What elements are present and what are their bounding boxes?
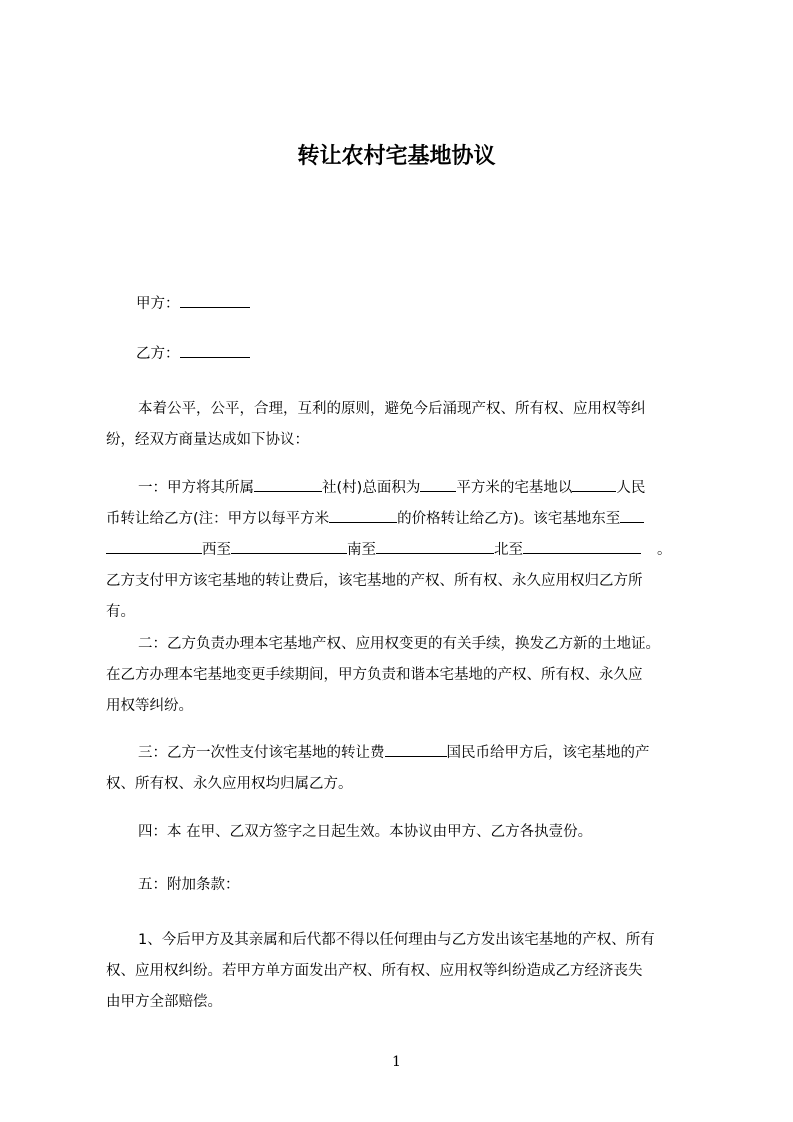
blank-west [231,537,347,554]
clause-1-period: 。 [657,542,672,558]
clause-1-west-label: 西至 [202,542,231,558]
blank-east-start [620,506,644,523]
clause-1-south-label: 南至 [347,542,376,558]
clause-1-text-f: 的价格转让给乙方)。该宅基地东至 [397,511,621,527]
clause-2-line-3: 用权等纠纷。 [106,698,193,714]
clause-4-text: 四：本 在甲、乙双方签字之日起生效。本协议由甲方、乙方各执壹份。 [138,824,593,840]
party-a-line [106,289,706,320]
clause-3-line-1 [106,738,706,769]
blank-east [106,537,202,554]
clause-5-text: 五：附加条款： [138,877,240,893]
intro-line-1: 本着公平，公平，合理，互利的原则，避免今后涌现产权、所有权、应用权等纠 [138,401,646,417]
blank-north [523,537,641,554]
document-title: 转让农村宅基地协议 [297,144,496,169]
clause-3-text-b: 国民币给甲方后，该宅基地的产 [446,745,650,761]
clause-3-line-2: 权、所有权、永久应用权均归属乙方。 [106,776,353,792]
clause-1-line-1 [106,473,706,504]
clause-1-text-a: 一：甲方将其所属 [138,480,254,496]
clause-4 [106,817,706,848]
clause-1-line-4: 乙方支付甲方该宅基地的转让费后，该宅基地的产权、所有权、永久应用权归乙方所 [106,573,643,589]
party-b-label: 乙方： [136,346,180,362]
clause-2-line-1: 二：乙方负责办理本宅基地产权、应用权变更的有关手续，换发乙方新的土地证。 [138,636,660,652]
additional-1-line-1: 1、今后甲方及其亲属和后代都不得以任何理由与乙方发出该宅基地的产权、所有 [138,932,655,948]
blank-south [376,537,494,554]
party-a-label: 甲方： [136,296,180,312]
clause-1-text-c: 平方米的宅基地以 [456,480,573,496]
clause-1-line-2 [106,504,706,535]
additional-1-line-2: 权、应用权纠纷。若甲方单方面发出产权、所有权、应用权等纠纷造成乙方经济丧失 [106,963,643,979]
additional-clause-1 [106,925,706,1018]
blank-price-per-sqm [329,506,397,523]
clause-1-line-5: 有。 [106,604,135,620]
intro-line-2: 纷，经双方商量达成如下协议： [106,432,309,448]
party-b-line [106,339,706,370]
clause-1-north-label: 北至 [494,542,523,558]
clause-1-text-d: 人民 [616,480,646,496]
clause-3-text-a: 三：乙方一次性支付该宅基地的转让费 [138,745,385,761]
clause-1-line-3 [106,535,706,566]
page-number: 1 [392,1054,401,1070]
blank-area [420,475,456,492]
clause-1-text-e: 币转让给乙方(注：甲方以每平方米 [106,511,330,527]
clause-5 [106,870,706,901]
blank-community [254,475,322,492]
clause-2 [106,629,706,722]
blank-amount [572,475,616,492]
clause-2-line-2: 在乙方办理本宅基地变更手续期间，甲方负责和谐本宅基地的产权、所有权、永久应 [106,667,643,683]
clause-1 [106,473,706,628]
clause-3 [106,738,706,800]
party-a-blank [180,291,250,308]
party-b-blank [180,341,250,358]
blank-transfer-fee [385,740,447,757]
additional-1-line-3: 由甲方全部赔偿。 [106,994,222,1010]
clause-1-text-b: 社(村)总面积为 [322,480,421,496]
intro-paragraph [106,394,706,456]
